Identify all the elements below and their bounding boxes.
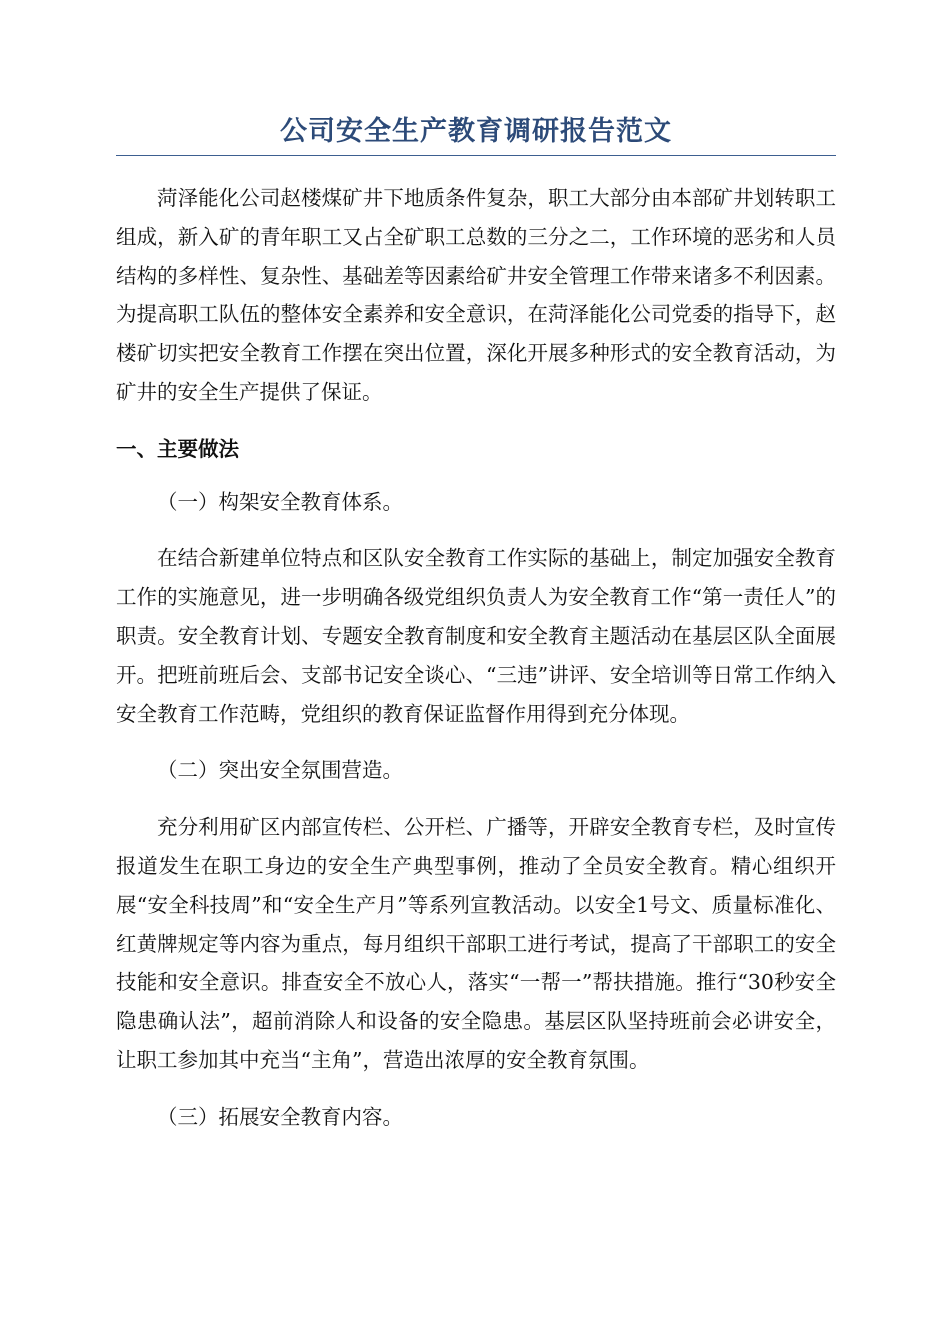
subsection-1-paragraph: 在结合新建单位特点和区队安全教育工作实际的基础上，制定加强安全教育工作的实施意见，进一步明确各级党组织负责人为安全教育工作“第一责任人”的职责。安全教育计划、专题安全教育制度和安全教育主题活动在基层区队全面展开。把班前班后会、支部书记安全谈心、“三违”讲评、安全培训等日常工作纳入安全教育工作范畴，党组织的教育保证监督作用得到充分体现。 [116,546,836,726]
section-heading-main-practices: 一、主要做法 [116,436,239,461]
intro-paragraph: 菏泽能化公司赵楼煤矿井下地质条件复杂，职工大部分由本部矿井划转职工组成，新入矿的青年职工又占全矿职工总数的三分之二，工作环境的恶劣和人员结构的多样性、复杂性、基础差等因素给矿井安全管理工作带来诸多不利因素。为提高职工队伍的整体安全素养和安全意识，在菏泽能化公司党委的指导下，赵楼矿切实把安全教育工作摆在突出位置，深化开展多种形式的安全教育活动，为矿井的安全生产提供了保证。 [116,186,836,404]
subsection-2-paragraph: 充分利用矿区内部宣传栏、公开栏、广播等，开辟安全教育专栏，及时宣传报道发生在职工身边的安全生产典型事例，推动了全员安全教育。精心组织开展“安全科技周”和“安全生产月”等系列宣教活动。以安全1号文、质量标准化、红黄牌规定等内容为重点，每月组织干部职工进行考试，提高了干部职工的安全技能和安全意识。排查安全不放心人，落实“一帮一”帮扶措施。推行“30秒安全隐患确认法”，超前消除人和设备的安全隐患。基层区队坚持班前会必讲安全，让职工参加其中充当“主角”，营造出浓厚的安全教育氛围。 [116,815,836,1072]
document-page [116,112,836,1137]
document-title: 公司安全生产教育调研报告范文 [280,116,672,147]
subsection-heading-1: （一）构架安全教育体系。 [157,489,403,514]
subsection-heading-3: （三）拓展安全教育内容。 [157,1104,403,1129]
subsection-heading-2: （二）突出安全氛围营造。 [157,758,403,783]
title-underline [116,155,836,156]
